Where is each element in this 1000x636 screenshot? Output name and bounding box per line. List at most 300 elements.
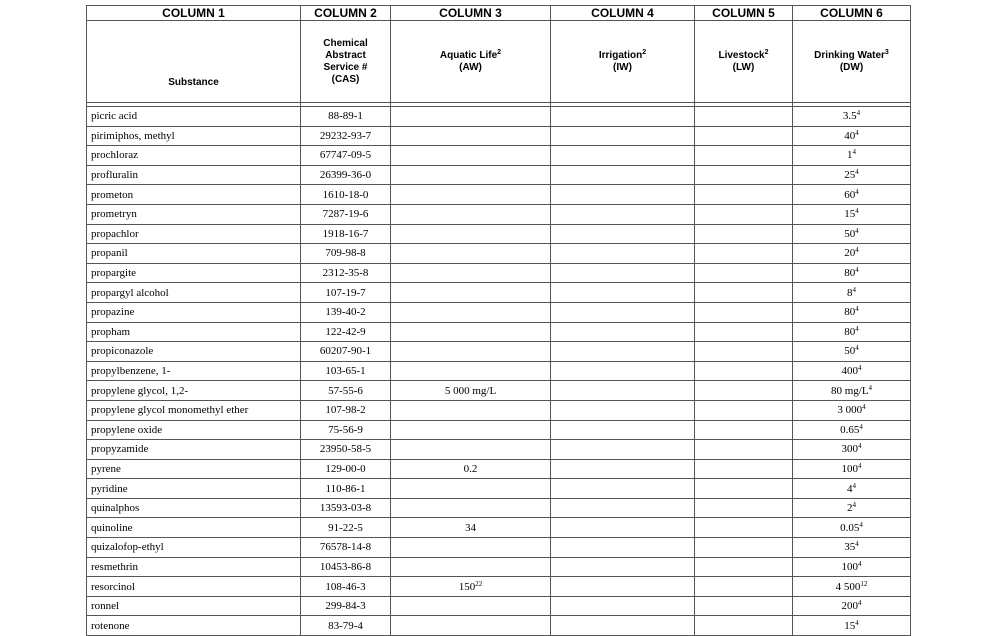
substance-cell xyxy=(87,165,301,185)
drinking-water-footnote: 3 xyxy=(884,48,889,56)
table-row xyxy=(87,479,911,499)
table-row xyxy=(87,498,911,518)
table-row xyxy=(87,420,911,440)
table-row xyxy=(87,146,911,166)
cas-cell xyxy=(301,302,391,322)
cas-value: 67747-09-5 xyxy=(319,149,372,162)
drinking-water-footnote: 4 xyxy=(855,266,859,275)
substance-cell xyxy=(87,498,301,518)
aquatic-life-footnote: 2 xyxy=(497,48,502,56)
aquatic-life-value: 0.2 xyxy=(463,462,478,475)
drinking-water-cell xyxy=(793,440,911,460)
drinking-water-value: 0.65 xyxy=(840,423,860,436)
cas-cell xyxy=(301,577,391,597)
cas-value: 26399-36-0 xyxy=(319,169,372,182)
aquatic-life-cell xyxy=(391,283,551,303)
livestock-cell xyxy=(695,616,793,636)
drinking-water-value: 80 xyxy=(844,267,856,280)
cas-value: 76578-14-8 xyxy=(319,541,372,554)
aquatic-life-value: 5 000 mg/L xyxy=(444,384,497,397)
aquatic-life-cell xyxy=(391,107,551,127)
aquatic-life-cell xyxy=(391,322,551,342)
cas-value: 83-79-4 xyxy=(328,619,363,632)
drinking-water-value: 80 xyxy=(844,306,856,319)
livestock-cell xyxy=(695,302,793,322)
substance-cell xyxy=(87,244,301,264)
cas-cell xyxy=(301,616,391,636)
irrigation-cell xyxy=(551,185,695,205)
drinking-water-footnote: 12 xyxy=(860,579,868,588)
cas-value: 88-89-1 xyxy=(328,110,363,123)
cas-cell xyxy=(301,185,391,205)
irrigation-cell xyxy=(551,538,695,558)
cas-cell xyxy=(301,518,391,538)
table-row xyxy=(87,381,911,401)
irrigation-cell xyxy=(551,616,695,636)
irrigation-cell xyxy=(551,283,695,303)
drinking-water-cell xyxy=(793,204,911,224)
aquatic-life-cell xyxy=(391,204,551,224)
table-row xyxy=(87,577,911,597)
substance-cell xyxy=(87,185,301,205)
livestock-cell xyxy=(695,381,793,401)
livestock-cell xyxy=(695,283,793,303)
cas-value: 1610-18-0 xyxy=(322,188,369,201)
drinking-water-cell xyxy=(793,557,911,577)
cas-header xyxy=(301,21,391,103)
table-row xyxy=(87,283,911,303)
livestock-cell xyxy=(695,146,793,166)
drinking-water-value: 300 xyxy=(841,443,858,456)
substance-value: propargyl alcohol xyxy=(91,286,169,299)
cas-cell xyxy=(301,263,391,283)
substance-cell xyxy=(87,204,301,224)
drinking-water-value: 50 xyxy=(844,227,856,240)
aquatic-life-value: 34 xyxy=(465,521,476,534)
table-row xyxy=(87,342,911,362)
cas-cell xyxy=(301,440,391,460)
livestock-cell xyxy=(695,342,793,362)
irrigation-cell xyxy=(551,479,695,499)
drinking-water-value: 50 xyxy=(844,345,856,358)
irrigation-label: Irrigation xyxy=(598,49,643,61)
livestock-cell xyxy=(695,244,793,264)
drinking-water-footnote: 4 xyxy=(855,187,859,196)
drinking-water-cell xyxy=(793,479,911,499)
irrigation-cell xyxy=(551,322,695,342)
substance-cell xyxy=(87,557,301,577)
substance-cell xyxy=(87,361,301,381)
substance-header: Substance xyxy=(87,21,301,103)
drinking-water-value: 400 xyxy=(841,365,858,378)
table-row xyxy=(87,263,911,283)
irrigation-cell xyxy=(551,381,695,401)
livestock-cell xyxy=(695,518,793,538)
cas-value: 139-40-2 xyxy=(325,306,366,319)
substance-value: propyzamide xyxy=(91,443,149,456)
substance-value: quinalphos xyxy=(91,502,140,515)
substance-cell xyxy=(87,342,301,362)
livestock-cell xyxy=(695,440,793,460)
cas-value: 122-42-9 xyxy=(325,325,366,338)
substance-value: propazine xyxy=(91,306,135,319)
substance-value: pyridine xyxy=(91,482,128,495)
column-6-header: COLUMN 6 xyxy=(793,6,911,21)
aquatic-life-cell xyxy=(391,420,551,440)
cas-value: 60207-90-1 xyxy=(319,345,372,358)
irrigation-cell xyxy=(551,146,695,166)
substance-cell xyxy=(87,400,301,420)
cas-value: 103-65-1 xyxy=(325,365,366,378)
livestock-cell xyxy=(695,538,793,558)
drinking-water-cell xyxy=(793,185,911,205)
substance-table xyxy=(86,5,911,636)
cas-value: 10453-86-8 xyxy=(319,560,372,573)
cas-value: 13593-03-8 xyxy=(319,502,372,515)
livestock-cell xyxy=(695,224,793,244)
drinking-water-footnote: 4 xyxy=(855,540,859,549)
substance-value: propargite xyxy=(91,267,137,280)
cas-cell xyxy=(301,204,391,224)
cas-cell xyxy=(301,283,391,303)
table-row xyxy=(87,107,911,127)
aquatic-life-cell xyxy=(391,263,551,283)
table-row xyxy=(87,322,911,342)
cas-value: 23950-58-5 xyxy=(319,443,372,456)
drinking-water-footnote: 4 xyxy=(858,442,862,451)
drinking-water-cell xyxy=(793,283,911,303)
livestock-cell xyxy=(695,557,793,577)
cas-value: 1918-16-7 xyxy=(322,227,369,240)
cas-value: 299-84-3 xyxy=(325,600,366,613)
substance-value: propanil xyxy=(91,247,128,260)
cas-cell xyxy=(301,244,391,264)
livestock-cell xyxy=(695,498,793,518)
table-row xyxy=(87,596,911,616)
drinking-water-footnote: 4 xyxy=(852,481,856,490)
drinking-water-footnote: 4 xyxy=(858,461,862,470)
drinking-water-footnote: 4 xyxy=(852,148,856,157)
drinking-water-footnote: 4 xyxy=(858,364,862,373)
drinking-water-cell xyxy=(793,577,911,597)
drinking-water-footnote: 4 xyxy=(862,403,866,412)
cas-cell xyxy=(301,165,391,185)
cas-value: 75-56-9 xyxy=(328,423,363,436)
substance-cell xyxy=(87,381,301,401)
column-3-header: COLUMN 3 xyxy=(391,6,551,21)
cas-value: 91-22-5 xyxy=(328,521,363,534)
table-row xyxy=(87,244,911,264)
irrigation-cell xyxy=(551,557,695,577)
substance-value: profluralin xyxy=(91,169,139,182)
substance-cell xyxy=(87,146,301,166)
table-row xyxy=(87,361,911,381)
drinking-water-cell xyxy=(793,342,911,362)
drinking-water-value: 35 xyxy=(844,541,856,554)
drinking-water-footnote: 4 xyxy=(856,109,861,118)
drinking-water-header xyxy=(793,21,911,103)
cas-cell xyxy=(301,498,391,518)
cas-header-line-2: Abstract xyxy=(325,49,366,61)
aquatic-life-cell xyxy=(391,577,551,597)
cas-cell xyxy=(301,322,391,342)
table-row xyxy=(87,538,911,558)
drinking-water-value: 100 xyxy=(841,560,858,573)
cas-cell xyxy=(301,361,391,381)
aquatic-life-cell xyxy=(391,302,551,322)
substance-cell xyxy=(87,107,301,127)
drinking-water-footnote: 4 xyxy=(859,422,863,431)
drinking-water-cell xyxy=(793,263,911,283)
livestock-cell xyxy=(695,459,793,479)
livestock-cell xyxy=(695,420,793,440)
substance-value: propham xyxy=(91,325,131,338)
livestock-label: Livestock xyxy=(718,49,765,61)
drinking-water-cell xyxy=(793,400,911,420)
cas-cell xyxy=(301,420,391,440)
drinking-water-value: 200 xyxy=(841,600,858,613)
table-row xyxy=(87,616,911,636)
substance-value: prometon xyxy=(91,188,134,201)
table-row xyxy=(87,459,911,479)
drinking-water-cell xyxy=(793,126,911,146)
cas-value: 129-00-0 xyxy=(325,462,366,475)
drinking-water-value: 80 xyxy=(844,325,856,338)
aquatic-life-cell xyxy=(391,538,551,558)
drinking-water-cell xyxy=(793,107,911,127)
cas-cell xyxy=(301,459,391,479)
drinking-water-value: 1 xyxy=(847,149,853,162)
aquatic-life-label: Aquatic Life xyxy=(439,49,498,61)
aquatic-life-cell xyxy=(391,224,551,244)
drinking-water-value: 0.05 xyxy=(840,521,860,534)
cas-header-line-4: (CAS) xyxy=(331,73,360,85)
drinking-water-value: 100 xyxy=(841,462,858,475)
livestock-cell xyxy=(695,263,793,283)
aquatic-life-cell xyxy=(391,440,551,460)
substance-cell xyxy=(87,518,301,538)
aquatic-life-footnote: 22 xyxy=(475,579,483,588)
cas-cell xyxy=(301,224,391,244)
substance-value: propylene glycol monomethyl ether xyxy=(91,404,249,417)
table-row xyxy=(87,126,911,146)
drinking-water-footnote: 4 xyxy=(858,599,862,608)
aquatic-life-cell xyxy=(391,596,551,616)
drinking-water-cell xyxy=(793,146,911,166)
drinking-water-value: 25 xyxy=(844,169,856,182)
table-row xyxy=(87,165,911,185)
substance-cell xyxy=(87,302,301,322)
drinking-water-footnote: 4 xyxy=(855,128,859,137)
cas-value: 7287-19-6 xyxy=(322,208,369,221)
substance-cell xyxy=(87,538,301,558)
livestock-abbr: (LW) xyxy=(732,61,755,73)
aquatic-life-header xyxy=(391,21,551,103)
irrigation-cell xyxy=(551,224,695,244)
irrigation-abbr: (IW) xyxy=(613,61,632,73)
drinking-water-value: 4 500 xyxy=(835,580,861,593)
drinking-water-cell xyxy=(793,361,911,381)
aquatic-life-cell xyxy=(391,518,551,538)
drinking-water-cell xyxy=(793,322,911,342)
livestock-cell xyxy=(695,107,793,127)
substance-cell xyxy=(87,263,301,283)
livestock-footnote: 2 xyxy=(764,48,769,56)
irrigation-cell xyxy=(551,107,695,127)
column-5-header: COLUMN 5 xyxy=(695,6,793,21)
drinking-water-footnote: 4 xyxy=(855,344,859,353)
cas-cell xyxy=(301,596,391,616)
drinking-water-cell xyxy=(793,518,911,538)
irrigation-cell xyxy=(551,361,695,381)
irrigation-cell xyxy=(551,263,695,283)
drinking-water-cell xyxy=(793,459,911,479)
aquatic-life-cell xyxy=(391,185,551,205)
table-row xyxy=(87,224,911,244)
drinking-water-value: 3.5 xyxy=(842,110,857,123)
substance-value: propylene oxide xyxy=(91,423,163,436)
table-row xyxy=(87,204,911,224)
drinking-water-cell xyxy=(793,616,911,636)
drinking-water-footnote: 4 xyxy=(855,207,859,216)
column-title-header-row xyxy=(87,21,911,103)
substance-cell xyxy=(87,596,301,616)
irrigation-cell xyxy=(551,596,695,616)
cas-value: 29232-93-7 xyxy=(319,129,372,142)
cas-value: 709-98-8 xyxy=(325,247,366,260)
drinking-water-cell xyxy=(793,498,911,518)
drinking-water-label: Drinking Water xyxy=(814,49,885,61)
substance-table-container xyxy=(86,5,910,636)
livestock-header xyxy=(695,21,793,103)
aquatic-life-value: 150 xyxy=(458,580,476,593)
drinking-water-footnote: 4 xyxy=(858,559,862,568)
aquatic-life-cell xyxy=(391,400,551,420)
drinking-water-value: 15 xyxy=(844,208,856,221)
substance-value: prochloraz xyxy=(91,149,139,162)
cas-cell xyxy=(301,557,391,577)
aquatic-life-cell xyxy=(391,479,551,499)
cas-cell xyxy=(301,107,391,127)
substance-value: quizalofop-ethyl xyxy=(91,541,164,554)
substance-cell xyxy=(87,224,301,244)
livestock-cell xyxy=(695,400,793,420)
aquatic-life-cell xyxy=(391,165,551,185)
aquatic-life-cell xyxy=(391,146,551,166)
substance-value: rotenone xyxy=(91,619,130,632)
drinking-water-footnote: 4 xyxy=(855,305,859,314)
drinking-water-value: 8 xyxy=(847,286,853,299)
substance-value: propylbenzene, 1- xyxy=(91,365,171,378)
aquatic-life-abbr: (AW) xyxy=(459,61,482,73)
cas-header-line-3: Service # xyxy=(323,61,368,73)
drinking-water-footnote: 4 xyxy=(859,520,863,529)
livestock-cell xyxy=(695,165,793,185)
table-row xyxy=(87,440,911,460)
cas-header-line-1: Chemical xyxy=(323,37,368,49)
drinking-water-footnote: 4 xyxy=(855,168,859,177)
cas-cell xyxy=(301,538,391,558)
substance-value: resorcinol xyxy=(91,580,135,593)
substance-value: prometryn xyxy=(91,208,137,221)
livestock-cell xyxy=(695,361,793,381)
substance-cell xyxy=(87,577,301,597)
drinking-water-footnote: 4 xyxy=(855,618,859,627)
substance-value: pyrene xyxy=(91,462,121,475)
drinking-water-cell xyxy=(793,165,911,185)
livestock-cell xyxy=(695,322,793,342)
table-row xyxy=(87,557,911,577)
cas-cell xyxy=(301,400,391,420)
drinking-water-cell xyxy=(793,596,911,616)
livestock-cell xyxy=(695,596,793,616)
irrigation-cell xyxy=(551,459,695,479)
cas-cell xyxy=(301,342,391,362)
substance-cell xyxy=(87,322,301,342)
cas-cell xyxy=(301,479,391,499)
drinking-water-value: 15 xyxy=(844,619,856,632)
table-row xyxy=(87,400,911,420)
cas-cell xyxy=(301,146,391,166)
cas-cell xyxy=(301,126,391,146)
drinking-water-cell xyxy=(793,381,911,401)
cas-value: 110-86-1 xyxy=(325,482,366,495)
aquatic-life-cell xyxy=(391,244,551,264)
substance-table-body xyxy=(87,107,911,636)
substance-value: ronnel xyxy=(91,600,120,613)
drinking-water-value: 40 xyxy=(844,129,856,142)
table-row xyxy=(87,302,911,322)
irrigation-cell xyxy=(551,126,695,146)
irrigation-header xyxy=(551,21,695,103)
substance-cell xyxy=(87,126,301,146)
aquatic-life-cell xyxy=(391,616,551,636)
substance-value: quinoline xyxy=(91,521,133,534)
substance-value: picric acid xyxy=(91,110,138,123)
substance-value: propachlor xyxy=(91,227,139,240)
substance-cell xyxy=(87,459,301,479)
aquatic-life-cell xyxy=(391,498,551,518)
irrigation-cell xyxy=(551,204,695,224)
irrigation-cell xyxy=(551,440,695,460)
drinking-water-footnote: 4 xyxy=(852,501,856,510)
irrigation-cell xyxy=(551,498,695,518)
cas-cell xyxy=(301,381,391,401)
column-number-header-row xyxy=(87,6,911,21)
drinking-water-cell xyxy=(793,244,911,264)
irrigation-cell xyxy=(551,342,695,362)
irrigation-cell xyxy=(551,400,695,420)
aquatic-life-cell xyxy=(391,342,551,362)
irrigation-cell xyxy=(551,518,695,538)
cas-value: 107-19-7 xyxy=(325,286,366,299)
drinking-water-value: 60 xyxy=(844,188,856,201)
aquatic-life-cell xyxy=(391,381,551,401)
aquatic-life-cell xyxy=(391,361,551,381)
substance-value: propiconazole xyxy=(91,345,154,358)
drinking-water-cell xyxy=(793,538,911,558)
substance-value: propylene glycol, 1,2- xyxy=(91,384,189,397)
irrigation-cell xyxy=(551,244,695,264)
irrigation-cell xyxy=(551,420,695,440)
irrigation-footnote: 2 xyxy=(642,48,647,56)
aquatic-life-cell xyxy=(391,557,551,577)
drinking-water-value: 80 mg/L xyxy=(830,384,869,397)
column-2-header: COLUMN 2 xyxy=(301,6,391,21)
drinking-water-value: 20 xyxy=(844,247,856,260)
drinking-water-footnote: 4 xyxy=(855,246,859,255)
drinking-water-cell xyxy=(793,302,911,322)
